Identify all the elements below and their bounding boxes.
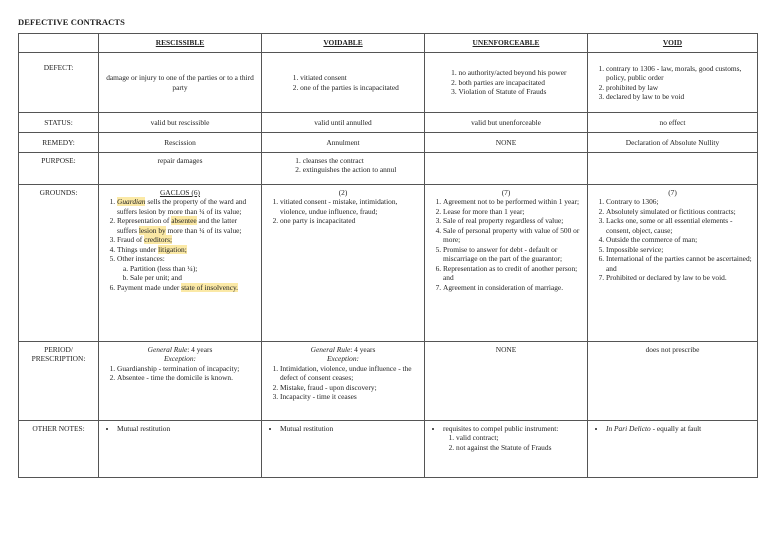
grounds-void-item: 5. Impossible service; (606, 245, 752, 254)
grounds-void-item: 3. Lacks one, some or all essential elements - consent, object, cause; (606, 216, 752, 235)
period-row (19, 342, 758, 421)
defect-unenforceable-item: 2. both parties are incapacitated (459, 78, 567, 87)
grounds-voidable-item: 2. one party is incapacitated (280, 216, 419, 225)
remedy-unenforceable: NONE (425, 133, 588, 153)
grounds-void (588, 185, 758, 342)
grounds-void-item: 7. Prohibited or declared by law to be void. (606, 273, 752, 282)
remedy-rescissible: Rescission (99, 133, 262, 153)
defect-rescissible: damage or injury to one of the parties or to a third party (99, 53, 262, 113)
grounds-rescissible-item: 2. Representation of absentee and the latter suffers lesion by more than ¼ of its value; (117, 216, 256, 235)
grounds-unenforceable-item: 4. Sale of personal property with value of 500 or more; (443, 226, 582, 245)
notes-unenforceable-subitem: 2. not against the Statute of Frauds (456, 443, 582, 452)
grounds-rescissible-subitem: a. Partition (less than ¼); (130, 264, 256, 273)
defect-void-item: 2. prohibited by law (606, 83, 752, 92)
grounds-rescissible-item: 6. Payment made under state of insolvency. (117, 283, 256, 292)
defect-unenforceable (425, 53, 588, 113)
notes-voidable (262, 421, 425, 478)
remedy-row (19, 133, 758, 153)
header-row (19, 34, 758, 53)
notes-unenforceable-item: • requisites to compel public instrument: 1. valid contract; 2. not against the Statute of Frauds (443, 424, 582, 452)
period-voidable-exception: Exception: (326, 354, 359, 364)
defect-unenforceable-item: 1. no authority/acted beyond his power (459, 68, 567, 77)
grounds-unenforceable-item: 6. Representation as to credit of another person; and (443, 264, 582, 283)
defective-contracts-table (18, 33, 758, 478)
purpose-rescissible: repair damages (99, 153, 262, 185)
header-corner (19, 34, 99, 53)
remedy-label: REMEDY: (19, 133, 99, 153)
period-label-line: PRESCRIPTION: (31, 354, 86, 364)
period-voidable-rule: General Rule: 4 years (310, 345, 376, 354)
period-rescissible-item: 2. Absentee - time the domicile is known. (117, 373, 256, 382)
defect-voidable-item: 1. vitiated consent (300, 73, 399, 82)
purpose-row (19, 153, 758, 185)
status-label: STATUS: (19, 113, 99, 133)
purpose-voidable-item: 1. cleanses the contract (303, 156, 397, 165)
header-void: VOID (588, 34, 758, 53)
grounds-voidable (262, 185, 425, 342)
grounds-voidable-item: 1. vitiated consent - mistake, intimidation, violence, undue influence, fraud; (280, 197, 419, 216)
header-unenforceable: UNENFORCEABLE (425, 34, 588, 53)
grounds-rescissible-item: 3. Fraud of creditors; (117, 235, 256, 244)
notes-rescissible (99, 421, 262, 478)
period-voidable-item: 1. Intimidation, violence, undue influence - the defect of consent ceases; (280, 364, 419, 383)
grounds-void-item: 1. Contrary to 1306; (606, 197, 752, 206)
grounds-void-item: 6. International of the parties cannot be ascertained; and (606, 254, 752, 273)
remedy-void: Declaration of Absolute Nullity (588, 133, 758, 153)
notes-label: OTHER NOTES: (19, 421, 99, 478)
period-label (19, 342, 99, 421)
grounds-void-item: 4. Outside the commerce of man; (606, 235, 752, 244)
notes-void-item: • In Pari Delicto - equally at fault (606, 424, 752, 433)
header-rescissible: RESCISSIBLE (99, 34, 262, 53)
defect-row (19, 53, 758, 113)
grounds-unenforceable-item: 3. Sale of real property regardless of value; (443, 216, 582, 225)
grounds-void-item: 2. Absolutely simulated or fictitious contracts; (606, 207, 752, 216)
period-rescissible-item: 1. Guardianship - termination of incapacity; (117, 364, 256, 373)
notes-void (588, 421, 758, 478)
grounds-rescissible-heading: GACLOS (6) (159, 188, 201, 197)
period-label-line: PERIOD/ (44, 345, 73, 354)
grounds-unenforceable-item: 2. Lease for more than 1 year; (443, 207, 582, 216)
status-row (19, 113, 758, 133)
period-voidable-item: 2. Mistake, fraud - upon discovery; (280, 383, 419, 392)
purpose-void (588, 153, 758, 185)
notes-unenforceable-subitem: 1. valid contract; (456, 433, 582, 442)
purpose-voidable (262, 153, 425, 185)
period-rescissible (99, 342, 262, 421)
period-unenforceable: NONE (425, 342, 588, 421)
grounds-void-heading: (7) (668, 188, 677, 197)
defect-void-item: 1. contrary to 1306 - law, morals, good customs, policy, public order (606, 64, 752, 83)
defect-voidable (262, 53, 425, 113)
grounds-unenforceable-heading: (7) (501, 188, 511, 197)
grounds-unenforceable (425, 185, 588, 342)
status-rescissible: valid but rescissible (99, 113, 262, 133)
grounds-rescissible-subitem: b. Sale per unit; and (130, 273, 256, 282)
period-voidable (262, 342, 425, 421)
purpose-voidable-item: 2. extinguishes the action to annul (303, 165, 397, 174)
grounds-row (19, 185, 758, 342)
purpose-label: PURPOSE: (19, 153, 99, 185)
status-void: no effect (588, 113, 758, 133)
grounds-unenforceable-item: 5. Promise to answer for debt - default or miscarriage on the part of the guarantor; (443, 245, 582, 264)
grounds-rescissible-item: 4. Things under litigation; (117, 245, 256, 254)
grounds-voidable-heading: (2) (338, 188, 348, 197)
period-void: does not prescribe (588, 342, 758, 421)
grounds-unenforceable-item: 1. Agreement not to be performed within 1 year; (443, 197, 582, 206)
remedy-voidable: Annulment (262, 133, 425, 153)
grounds-rescissible-item: 5. Other instances: a. Partition (less than ¼); b. Sale per unit; and (117, 254, 256, 282)
defect-void-item: 3. declared by law to be void (606, 92, 752, 101)
purpose-unenforceable (425, 153, 588, 185)
defect-label: DEFECT: (19, 53, 99, 113)
defect-void (588, 53, 758, 113)
notes-rescissible-item: • Mutual restitution (117, 424, 256, 433)
period-voidable-item: 3. Incapacity - time it ceases (280, 392, 419, 401)
notes-row (19, 421, 758, 478)
status-voidable: valid until annulled (262, 113, 425, 133)
document-title: DEFECTIVE CONTRACTS (18, 17, 125, 27)
period-rescissible-rule: General Rule: 4 years (147, 345, 213, 354)
status-unenforceable: valid but unenforceable (425, 113, 588, 133)
notes-voidable-item: • Mutual restitution (280, 424, 419, 433)
grounds-rescissible-item: 1. Guardian sells the property of the ward and suffers lesion by more than ¼ of its value; (117, 197, 256, 216)
defect-unenforceable-item: 3. Violation of Statute of Frauds (459, 87, 567, 96)
header-voidable: VOIDABLE (262, 34, 425, 53)
grounds-label: GROUNDS: (19, 185, 99, 342)
period-rescissible-exception: Exception: (163, 354, 196, 364)
defect-voidable-item: 2. one of the parties is incapacitated (300, 83, 399, 92)
notes-unenforceable (425, 421, 588, 478)
grounds-unenforceable-item: 7. Agreement in consideration of marriage. (443, 283, 582, 292)
grounds-rescissible (99, 185, 262, 342)
